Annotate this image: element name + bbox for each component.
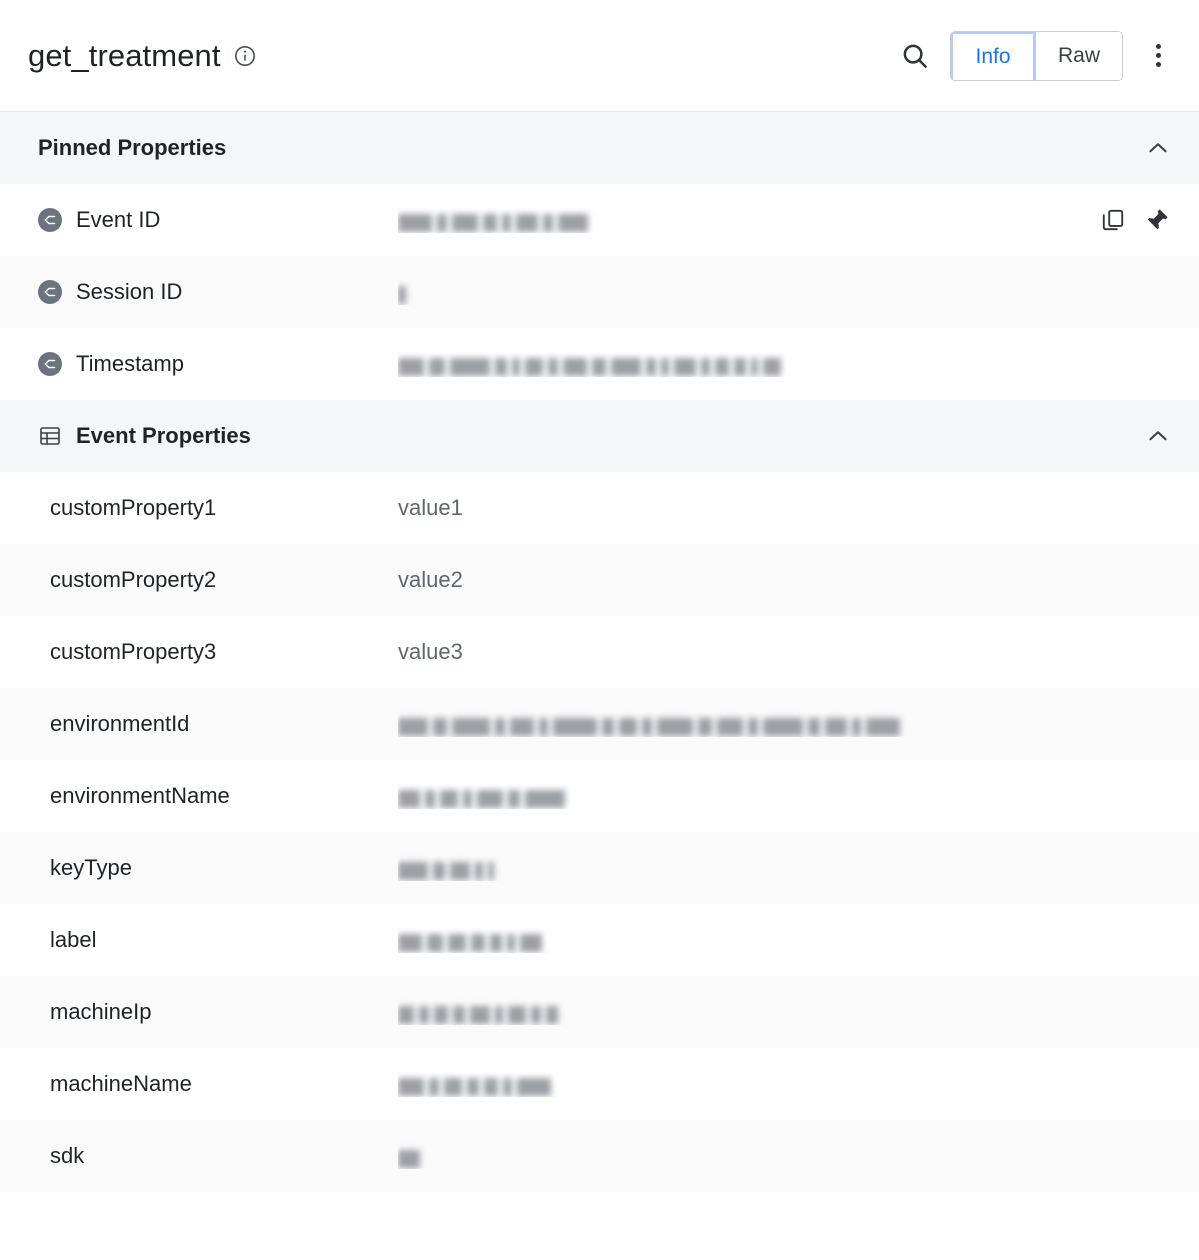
property-label: environmentName bbox=[50, 783, 230, 808]
table-icon bbox=[38, 424, 62, 448]
section-title-event: Event Properties bbox=[76, 423, 251, 448]
property-label bbox=[38, 207, 398, 233]
redacted-value bbox=[398, 929, 547, 953]
property-label: machineName bbox=[50, 1071, 192, 1096]
split-badge-icon bbox=[38, 352, 62, 376]
redacted-value bbox=[398, 857, 499, 881]
page-title: get_treatment bbox=[28, 37, 221, 73]
property-value bbox=[398, 999, 1171, 1025]
property-value bbox=[398, 279, 1171, 305]
table-row[interactable] bbox=[0, 184, 1199, 256]
property-label: sdk bbox=[50, 1143, 85, 1168]
redacted-value bbox=[398, 713, 905, 737]
property-label: label bbox=[50, 927, 97, 952]
property-value bbox=[398, 927, 1171, 953]
table-row[interactable] bbox=[0, 1120, 1199, 1192]
section-header-event[interactable] bbox=[0, 400, 1199, 472]
redacted-value bbox=[398, 785, 570, 809]
table-row[interactable] bbox=[0, 760, 1199, 832]
property-label: customProperty3 bbox=[50, 639, 217, 664]
property-value bbox=[398, 711, 1171, 737]
search-icon[interactable] bbox=[898, 39, 932, 73]
redacted-value bbox=[398, 1145, 425, 1169]
property-value: value3 bbox=[398, 639, 463, 664]
property-label: keyType bbox=[50, 855, 132, 880]
view-mode-toggle bbox=[950, 31, 1123, 81]
row-actions bbox=[1099, 206, 1171, 234]
table-row[interactable] bbox=[0, 976, 1199, 1048]
table-row[interactable] bbox=[0, 1048, 1199, 1120]
redacted-value bbox=[398, 209, 593, 233]
table-row[interactable] bbox=[0, 544, 1199, 616]
section-header-pinned[interactable] bbox=[0, 112, 1199, 184]
table-row[interactable] bbox=[0, 688, 1199, 760]
section-title-pinned: Pinned Properties bbox=[38, 135, 227, 160]
property-label: machineIp bbox=[50, 999, 152, 1024]
kebab-menu-icon[interactable] bbox=[1141, 36, 1175, 76]
redacted-value bbox=[398, 1001, 563, 1025]
split-badge-icon bbox=[38, 208, 62, 232]
table-row[interactable] bbox=[0, 256, 1199, 328]
table-row[interactable] bbox=[0, 832, 1199, 904]
property-label-text: Timestamp bbox=[76, 351, 184, 376]
property-value bbox=[398, 351, 1171, 377]
property-value: value1 bbox=[398, 495, 463, 520]
copy-icon[interactable] bbox=[1099, 206, 1127, 234]
table-row[interactable] bbox=[0, 472, 1199, 544]
header-actions bbox=[898, 31, 1175, 81]
chevron-up-icon[interactable] bbox=[1145, 135, 1171, 161]
redacted-value bbox=[398, 281, 411, 305]
pin-icon[interactable] bbox=[1143, 206, 1171, 234]
event-property-rows bbox=[0, 472, 1199, 1192]
property-label-text: Event ID bbox=[76, 207, 161, 232]
title-area bbox=[28, 38, 898, 74]
property-label: customProperty2 bbox=[50, 567, 217, 592]
property-value bbox=[398, 207, 1099, 233]
redacted-value bbox=[398, 1073, 556, 1097]
property-label: customProperty1 bbox=[50, 495, 217, 520]
property-label bbox=[38, 279, 398, 305]
property-label-text: Session ID bbox=[76, 279, 183, 304]
panel-header bbox=[0, 0, 1199, 112]
property-label: environmentId bbox=[50, 711, 190, 736]
chevron-up-icon[interactable] bbox=[1145, 423, 1171, 449]
info-circle-icon[interactable] bbox=[233, 44, 257, 68]
property-value bbox=[398, 1071, 1171, 1097]
redacted-value bbox=[398, 353, 786, 377]
table-row[interactable] bbox=[0, 616, 1199, 688]
table-row[interactable] bbox=[0, 904, 1199, 976]
property-value bbox=[398, 783, 1171, 809]
property-value bbox=[398, 855, 1171, 881]
property-value bbox=[398, 1143, 1171, 1169]
pinned-rows bbox=[0, 184, 1199, 400]
property-label bbox=[38, 351, 398, 377]
tab-info[interactable]: Info bbox=[950, 31, 1036, 81]
tab-raw[interactable]: Raw bbox=[1036, 32, 1122, 80]
property-value: value2 bbox=[398, 567, 463, 592]
table-row[interactable] bbox=[0, 328, 1199, 400]
split-badge-icon bbox=[38, 280, 62, 304]
